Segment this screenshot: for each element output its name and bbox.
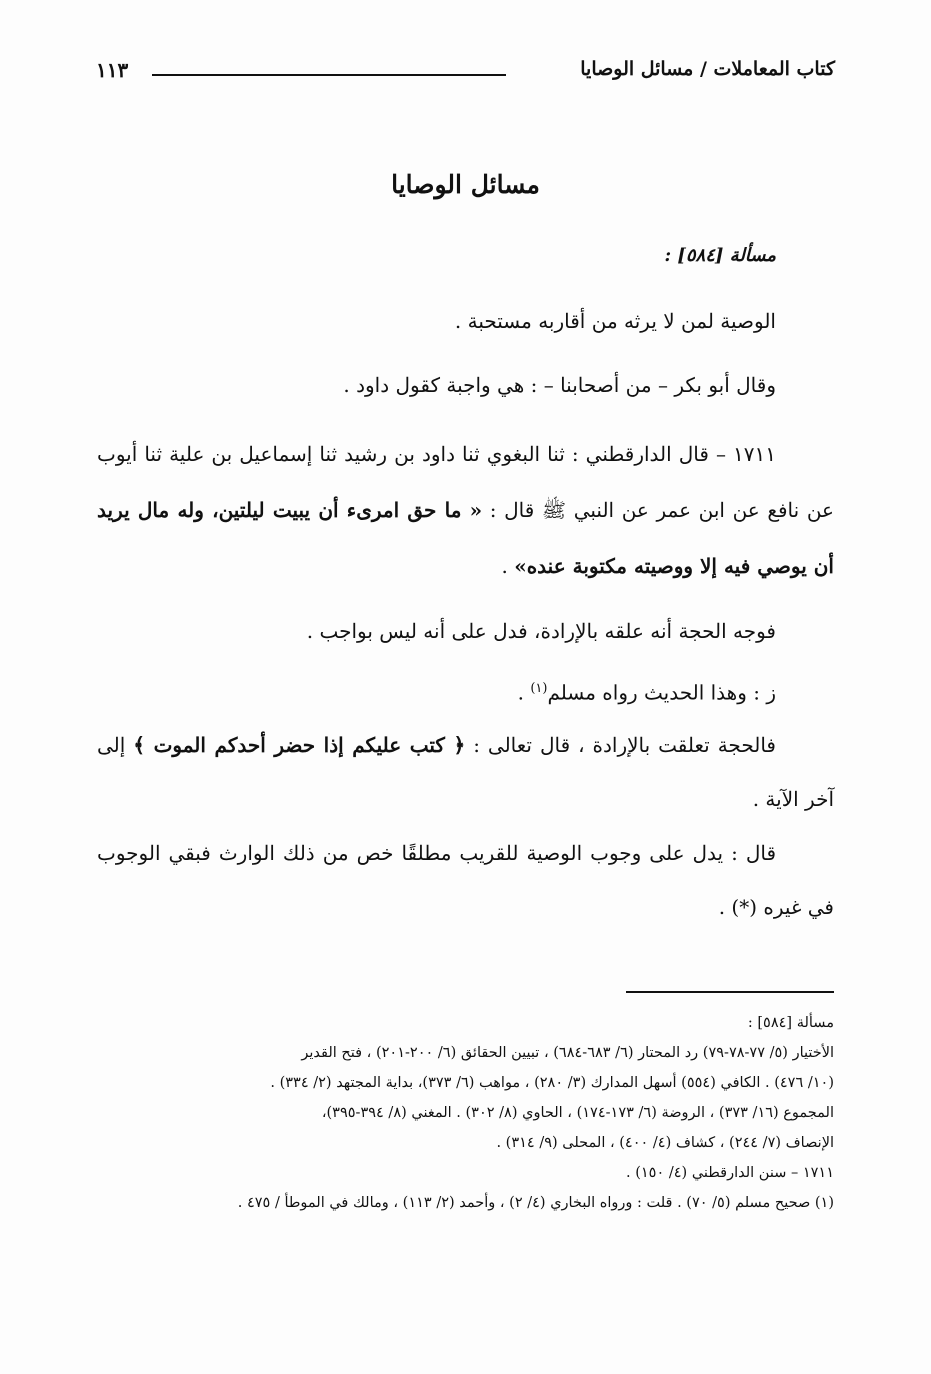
paragraph-2: وقال أبو بكر – من أصحابنا – : هي واجبة كقول داود . xyxy=(343,373,776,397)
footnote-line: الإنصاف (٧/ ٢٤٤) ، كشاف (٤/ ٤٠٠) ، المحلى (٩/ ٣١٤) . xyxy=(496,1135,834,1151)
paragraph-1: الوصية لمن لا يرثه من أقاربه مستحبة . xyxy=(454,309,776,333)
verse-intro: فالحجة تعلقت بالإرادة ، قال تعالى : xyxy=(465,733,776,757)
paragraph-5 xyxy=(97,660,776,722)
footnote-rule xyxy=(626,991,834,993)
issue-label: مسألة [٥٨٤] : xyxy=(664,245,776,266)
footnote-line: الأختيار (٥/ ٧٧-٧٨-٧٩) رد المحتار (٦/ ٦٨٣-٦٨٤) ، تبيين الحقائق (٦/ ٢٠٠-٢٠١) ، فتح القدير xyxy=(301,1045,834,1061)
footnote-line: (١٠/ ٤٧٦) . الكافي (٥٥٤) أسهل المدارك (٣/ ٢٨٠) ، مواهب (٦/ ٣٧٣)، بداية المجتهد (٢/ ٣٣٤) . xyxy=(270,1075,834,1091)
paragraph-5-text: ز : وهذا الحديث رواه مسلم xyxy=(547,680,776,705)
footnote-line: مسألة [٥٨٤] : xyxy=(747,1015,834,1031)
footnote-line: ١٧١١ – سنن الدارقطني (٤/ ١٥٠) . xyxy=(625,1165,834,1181)
hadith-chain: ١٧١١ – قال الدارقطني : ثنا البغوي ثنا داود بن رشيد ثنا إسماعيل بن علية ثنا أيوب عن نافع عن ابن عمر عن النبي ﷺ قال : xyxy=(97,442,834,522)
paragraph-4: فوجه الحجة أنه علقه بالإرادة، فدل على أنه ليس بواجب . xyxy=(306,619,776,643)
verse-text: ﴿ كتب عليكم إذا حضر أحدكم الموت ﴾ xyxy=(133,733,466,757)
running-header xyxy=(0,58,931,94)
paragraph-5-end: . xyxy=(517,680,531,705)
hadith-text: « ما حق امرىء أن يبيت ليلتين، وله مال يريد أن يوصي فيه إلا ووصيته مكتوبة عنده» xyxy=(97,498,834,578)
hadith-end: . xyxy=(501,554,515,578)
hadith-paragraph xyxy=(97,426,834,594)
footnotes xyxy=(97,1008,834,1218)
verse-paragraph xyxy=(97,718,834,826)
footnote-line: (١) صحيح مسلم (٥/ ٧٠) . قلت : ورواه البخاري (٤/ ٢) ، وأحمد (٢/ ١١٣) ، ومالك في الموطأ / ٤٧٥ . xyxy=(237,1195,834,1211)
running-header-title: كتاب المعاملات / مسائل الوصايا xyxy=(580,58,835,80)
footnote-line: المجموع (١٦/ ٣٧٣) ، الروضة (٦/ ١٧٣-١٧٤) ، الحاوي (٨/ ٣٠٢) . المغني (٨/ ٣٩٤-٣٩٥)، xyxy=(321,1105,834,1121)
verse-end: إلى آخر الآية . xyxy=(97,733,834,811)
paragraph-7 xyxy=(97,826,834,934)
page-number: ١١٣ xyxy=(96,58,129,82)
paragraph-7-text: قال : يدل على وجوب الوصية للقريب مطلقًا خص من ذلك الوارث فبقي الوجوب في غيره (*) . xyxy=(97,841,834,919)
header-rule xyxy=(152,74,506,76)
footnote-ref: (١) xyxy=(530,681,548,696)
chapter-title: مسائل الوصايا xyxy=(391,170,540,199)
